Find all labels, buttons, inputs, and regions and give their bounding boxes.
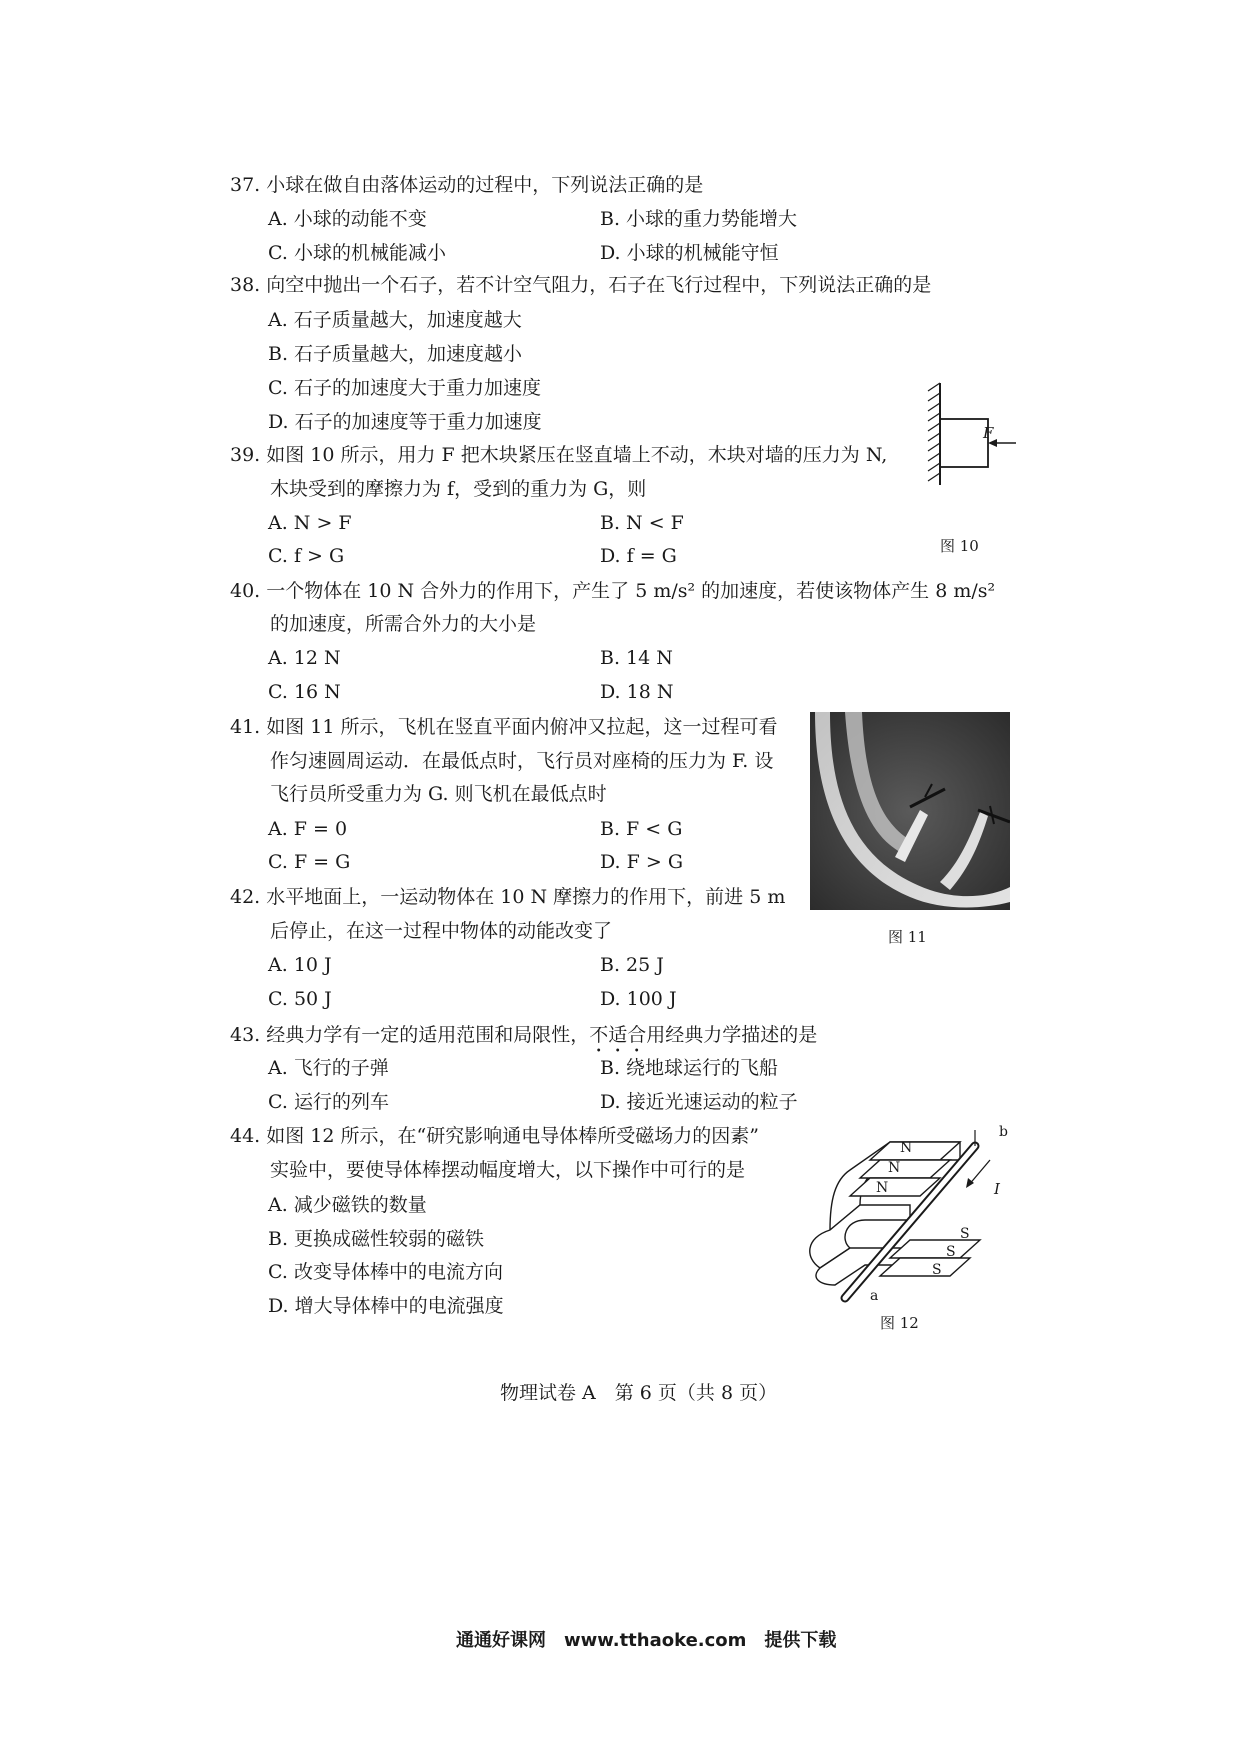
option-37-d: D. 小球的机械能守恒 <box>600 242 779 264</box>
option-40-c: C. 16 N <box>268 681 341 703</box>
option-40-b: B. 14 N <box>600 647 673 669</box>
option-42-b: B. 25 J <box>600 954 664 976</box>
figure-12-current-label: I <box>994 1180 1000 1198</box>
question-37-stem: 37. 小球在做自由落体运动的过程中，下列说法正确的是 <box>230 174 704 196</box>
figure-10-caption: 图 10 <box>940 537 979 555</box>
option-38-d: D. 石子的加速度等于重力加速度 <box>268 411 542 433</box>
figure-10-force-label: F <box>983 424 994 442</box>
figure-12-a-label: a <box>870 1288 879 1304</box>
option-44-d: D. 增大导体棒中的电流强度 <box>268 1295 504 1317</box>
option-37-a: A. 小球的动能不变 <box>268 208 427 230</box>
question-43-stem: 43. 经典力学有一定的适用范围和局限性，不适合用经典力学描述的是 <box>230 1024 818 1046</box>
option-40-a: A. 12 N <box>268 647 341 669</box>
option-37-c: C. 小球的机械能减小 <box>268 242 446 264</box>
question-41-stem-line3: 飞行员所受重力为 G. 则飞机在最低点时 <box>270 783 607 805</box>
figure-12-diagram <box>790 1130 1020 1310</box>
option-42-d: D. 100 J <box>600 988 677 1010</box>
option-37-b: B. 小球的重力势能增大 <box>600 208 798 230</box>
option-41-c: C. F = G <box>268 851 351 873</box>
option-39-a: A. N > F <box>268 512 352 534</box>
question-44-stem-line1: 44. 如图 12 所示，在“研究影响通电导体棒所受磁场力的因素” <box>230 1125 759 1147</box>
option-44-b: B. 更换成磁性较弱的磁铁 <box>268 1228 485 1250</box>
option-43-d: D. 接近光速运动的粒子 <box>600 1091 798 1113</box>
question-41-stem-line1: 41. 如图 11 所示，飞机在竖直平面内俯冲又拉起，这一过程可看 <box>230 716 778 738</box>
option-43-a: A. 飞行的子弹 <box>268 1057 389 1079</box>
watermark-line: 通通好课网 www.tthaoke.com 提供下载 <box>456 1630 837 1651</box>
figure-10-diagram <box>920 375 1020 495</box>
question-39-stem-line1: 39. 如图 10 所示，用力 F 把木块紧压在竖直墙上不动，木块对墙的压力为 N, <box>230 444 888 466</box>
question-38-stem: 38. 向空中抛出一个石子，若不计空气阻力，石子在飞行过程中，下列说法正确的是 <box>230 274 932 296</box>
figure-11-photo <box>810 712 1010 910</box>
option-39-c: C. f > G <box>268 545 345 567</box>
question-41-stem-line2: 作匀速圆周运动．在最低点时，飞行员对座椅的压力为 F. 设 <box>270 750 774 772</box>
question-42-stem-line1: 42. 水平地面上，一运动物体在 10 N 摩擦力的作用下，前进 5 m <box>230 886 786 908</box>
option-38-b: B. 石子质量越大，加速度越小 <box>268 343 523 365</box>
option-43-c: C. 运行的列车 <box>268 1091 389 1113</box>
figure-12-n-label-3: N <box>876 1180 889 1196</box>
emphasis-not-suitable: 不适合 <box>589 1024 647 1046</box>
option-40-d: D. 18 N <box>600 681 674 703</box>
option-42-a: A. 10 J <box>268 954 332 976</box>
option-38-a: A. 石子质量越大，加速度越大 <box>268 309 522 331</box>
figure-12-b-label: b <box>999 1124 1008 1140</box>
option-41-a: A. F = 0 <box>268 818 348 840</box>
figure-12-s-label-3: S <box>932 1262 942 1278</box>
page-footer: 物理试卷 A 第 6 页（共 8 页） <box>500 1382 778 1404</box>
option-43-b: B. 绕地球运行的飞船 <box>600 1057 779 1079</box>
option-38-c: C. 石子的加速度大于重力加速度 <box>268 377 541 399</box>
figure-11-caption: 图 11 <box>888 928 927 946</box>
question-39-stem-line2: 木块受到的摩擦力为 f，受到的重力为 G，则 <box>270 478 647 500</box>
option-44-a: A. 减少磁铁的数量 <box>268 1194 427 1216</box>
question-42-stem-line2: 后停止，在这一过程中物体的动能改变了 <box>270 920 613 942</box>
option-42-c: C. 50 J <box>268 988 332 1010</box>
option-41-b: B. F < G <box>600 818 683 840</box>
option-39-b: B. N < F <box>600 512 684 534</box>
option-44-c: C. 改变导体棒中的电流方向 <box>268 1261 503 1283</box>
figure-12-caption: 图 12 <box>880 1314 919 1332</box>
option-41-d: D. F > G <box>600 851 683 873</box>
question-40-stem-line1: 40. 一个物体在 10 N 合外力的作用下，产生了 5 m/s² 的加速度，若使该物体产生 8 m/s² <box>230 580 996 602</box>
figure-12-s-label-1: S <box>960 1226 970 1242</box>
question-44-stem-line2: 实验中，要使导体棒摆动幅度增大，以下操作中可行的是 <box>270 1159 746 1181</box>
option-39-d: D. f = G <box>600 545 677 567</box>
figure-12-n-label-1: N <box>900 1140 913 1156</box>
figure-12-s-label-2: S <box>946 1244 956 1260</box>
question-40-stem-line2: 的加速度，所需合外力的大小是 <box>270 613 537 635</box>
figure-12-n-label-2: N <box>888 1160 901 1176</box>
